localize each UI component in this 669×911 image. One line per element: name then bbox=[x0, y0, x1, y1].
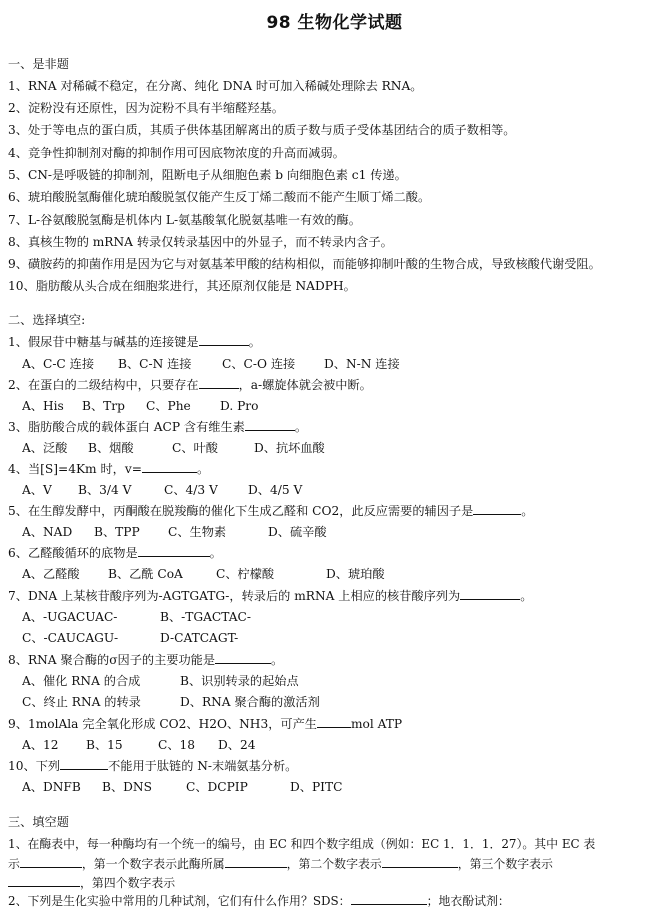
mc-question-2-end: ，a-螺旋体就会被中断。 bbox=[238, 378, 372, 392]
mc-question-9 bbox=[8, 716, 663, 732]
mc-options-7b bbox=[22, 630, 669, 646]
option-d: D、N-N 连接 bbox=[324, 357, 400, 371]
mc-options-9 bbox=[22, 737, 669, 753]
mc-question-5-stem: 5、在生醇发酵中，丙酮酸在脱羧酶的催化下生成乙醛和 CO2，此反应需要的辅因子是 bbox=[8, 504, 474, 518]
tf-question-5: 5、CN-是呼吸链的抑制剂，阻断电子从细胞色素 b 向细胞色素 c1 传递。 bbox=[8, 168, 407, 182]
option-c: C、18 bbox=[158, 738, 196, 752]
answer-blank bbox=[245, 419, 295, 431]
option-b: B、Trp bbox=[82, 399, 125, 413]
fill-text: ，第二个数字表示 bbox=[286, 857, 382, 871]
option-b: B、C-N 连接 bbox=[118, 357, 192, 371]
option-a: A、DNFB bbox=[22, 780, 81, 794]
mc-options-4 bbox=[22, 482, 669, 498]
mc-question-6-end: 。 bbox=[209, 546, 222, 560]
mc-question-3-stem: 3、脂肪酸合成的载体蛋白 ACP 含有维生素 bbox=[8, 420, 245, 434]
fill-text: 2、下列是生化实验中常用的几种试剂，它们有什么作用？SDS： bbox=[8, 894, 351, 908]
mc-question-9-end: mol ATP bbox=[350, 717, 403, 731]
fill-text: ，第一个数字表示此酶所属 bbox=[81, 857, 225, 871]
mc-question-4-stem: 4、当[S]=4Km 时，v= bbox=[8, 462, 142, 476]
mc-question-5 bbox=[8, 503, 663, 519]
option-d: D-CATCAGT- bbox=[160, 631, 239, 645]
mc-options-8b bbox=[22, 694, 669, 710]
mc-question-6-stem: 6、乙醛酸循环的底物是 bbox=[8, 546, 138, 560]
fill-question-1-line1: 1、在酶表中，每一种酶均有一个统一的编号，由 EC 和四个数字组成（例如：EC 1．1．1．27）。其中 EC 表 bbox=[8, 837, 596, 851]
answer-blank bbox=[142, 461, 197, 473]
option-b: B、3/4 V bbox=[78, 483, 132, 497]
option-c: C、Phe bbox=[146, 399, 191, 413]
mc-options-2 bbox=[22, 398, 669, 414]
tf-question-2: 2、淀粉没有还原性，因为淀粉不具有半缩醛羟基。 bbox=[8, 101, 284, 115]
tf-question-9: 9、磺胺药的抑菌作用是因为它与对氨基苯甲酸的结构相似，而能够抑制叶酸的生物合成，导致核酸代谢受阻。 bbox=[8, 257, 601, 271]
mc-question-9-stem: 9、1molAla 完全氧化形成 CO2、H2O、NH3，可产生 bbox=[8, 717, 317, 731]
mc-options-5 bbox=[22, 524, 669, 540]
option-c: C、-CAUCAGU- bbox=[22, 631, 119, 645]
mc-options-8a bbox=[22, 673, 669, 689]
answer-blank bbox=[8, 875, 80, 887]
tf-question-1: 1、RNA 对稀碱不稳定，在分离、纯化 DNA 时可加入稀碱处理除去 RNA。 bbox=[8, 79, 423, 93]
option-c: C、柠檬酸 bbox=[216, 567, 275, 581]
option-c: C、终止 RNA 的转录 bbox=[22, 695, 141, 709]
option-a: A、His bbox=[22, 399, 64, 413]
mc-question-1 bbox=[8, 334, 663, 350]
option-a: A、12 bbox=[22, 738, 59, 752]
option-a: A、NAD bbox=[22, 525, 73, 539]
mc-question-8-end: 。 bbox=[271, 653, 284, 667]
fill-text: ；地衣酚试剂： bbox=[426, 894, 510, 908]
option-a: A、V bbox=[22, 483, 52, 497]
mc-options-7a bbox=[22, 609, 669, 625]
option-a: A、C-C 连接 bbox=[22, 357, 95, 371]
mc-question-7 bbox=[8, 588, 663, 604]
mc-question-10-stem: 10、下列 bbox=[8, 759, 61, 773]
option-a: A、-UGACUAC- bbox=[22, 610, 118, 624]
mc-question-4-end: 。 bbox=[196, 462, 210, 476]
option-d: D、PITC bbox=[290, 780, 343, 794]
mc-options-10 bbox=[22, 779, 669, 795]
tf-question-4: 4、竞争性抑制剂对酶的抑制作用可因底物浓度的升高而减弱。 bbox=[8, 146, 345, 160]
fill-question-1-line3 bbox=[8, 875, 663, 891]
fill-text: ，第三个数字表示 bbox=[457, 857, 553, 871]
tf-question-10: 10、脂肪酸从头合成在细胞浆进行，其还原剂仅能是 NADPH。 bbox=[8, 279, 356, 293]
tf-question-7: 7、L-谷氨酸脱氢酶是机体内 L-氨基酸氧化脱氨基唯一有效的酶。 bbox=[8, 213, 361, 227]
mc-options-6 bbox=[22, 566, 669, 582]
mc-options-3 bbox=[22, 440, 669, 456]
answer-blank bbox=[199, 334, 249, 346]
mc-question-6 bbox=[8, 545, 663, 561]
mc-question-10-end: 不能用于肽链的 N-末端氨基分析。 bbox=[108, 759, 298, 773]
option-b: B、TPP bbox=[94, 525, 140, 539]
answer-blank bbox=[473, 503, 521, 515]
mc-question-2-stem: 2、在蛋白的二级结构中，只要存在 bbox=[8, 378, 199, 392]
option-a: A、泛酸 bbox=[22, 441, 68, 455]
answer-blank bbox=[215, 652, 271, 664]
option-b: B、识别转录的起始点 bbox=[180, 674, 299, 688]
answer-blank bbox=[138, 545, 210, 557]
mc-question-8-stem: 8、RNA 聚合酶的σ因子的主要功能是 bbox=[8, 653, 216, 667]
mc-question-3 bbox=[8, 419, 663, 435]
section-heading-multiple-choice: 二、选择填空: bbox=[8, 313, 86, 327]
answer-blank bbox=[20, 856, 82, 868]
answer-blank bbox=[60, 758, 108, 770]
option-c: C、DCPIP bbox=[186, 780, 248, 794]
option-a: A、催化 RNA 的合成 bbox=[22, 674, 141, 688]
tf-question-6: 6、琥珀酸脱氢酶催化琥珀酸脱氢仅能产生反丁烯二酸而不能产生顺丁烯二酸。 bbox=[8, 190, 431, 204]
option-b: B、DNS bbox=[102, 780, 152, 794]
option-d: D、硫辛酸 bbox=[268, 525, 327, 539]
option-d: D、琥珀酸 bbox=[326, 567, 385, 581]
option-d: D. Pro bbox=[220, 399, 259, 413]
mc-question-7-end: 。 bbox=[520, 589, 533, 603]
mc-question-5-end: 。 bbox=[521, 504, 534, 518]
option-c: C、C-O 连接 bbox=[222, 357, 296, 371]
answer-blank bbox=[460, 588, 520, 600]
tf-question-3: 3、处于等电点的蛋白质，其质子供体基团解离出的质子数与质子受体基团结合的质子数相等。 bbox=[8, 123, 516, 137]
answer-blank bbox=[199, 377, 239, 389]
option-d: D、4/5 V bbox=[248, 483, 303, 497]
mc-question-10 bbox=[8, 758, 663, 774]
answer-blank bbox=[317, 716, 351, 728]
option-a: A、乙醛酸 bbox=[22, 567, 80, 581]
option-d: D、RNA 聚合酶的激活剂 bbox=[180, 695, 320, 709]
fill-text: 示 bbox=[8, 857, 20, 871]
answer-blank bbox=[351, 893, 427, 905]
option-c: C、生物素 bbox=[168, 525, 227, 539]
mc-question-3-end: 。 bbox=[294, 420, 308, 434]
option-b: B、-TGACTAC- bbox=[160, 610, 251, 624]
mc-options-1 bbox=[22, 356, 669, 372]
option-d: D、抗坏血酸 bbox=[254, 441, 325, 455]
mc-question-8 bbox=[8, 652, 663, 668]
tf-question-8: 8、真核生物的 mRNA 转录仅转录基因中的外显子，而不转录内含子。 bbox=[8, 235, 393, 249]
fill-question-1-line2 bbox=[8, 856, 663, 872]
mc-question-4 bbox=[8, 461, 663, 477]
option-c: C、叶酸 bbox=[172, 441, 218, 455]
page-title: 98 生物化学试题 bbox=[266, 13, 403, 33]
section-heading-fill-in: 三、填空题 bbox=[8, 815, 69, 829]
answer-blank bbox=[225, 856, 287, 868]
option-b: B、15 bbox=[86, 738, 123, 752]
option-b: B、乙酰 CoA bbox=[108, 567, 183, 581]
answer-blank bbox=[382, 856, 458, 868]
mc-question-1-stem: 1、假尿苷中糖基与碱基的连接键是 bbox=[8, 335, 199, 349]
mc-question-7-stem: 7、DNA 上某核苷酸序列为-AGTGATG-，转录后的 mRNA 上相应的核苷酸序列为 bbox=[8, 589, 461, 603]
section-heading-true-false: 一、是非题 bbox=[8, 57, 69, 71]
option-c: C、4/3 V bbox=[164, 483, 218, 497]
option-b: B、烟酸 bbox=[88, 441, 134, 455]
mc-question-1-end: 。 bbox=[248, 335, 261, 349]
fill-question-2 bbox=[8, 893, 663, 909]
mc-question-2 bbox=[8, 377, 663, 393]
fill-text: ，第四个数字表示 bbox=[80, 876, 176, 890]
option-d: D、24 bbox=[218, 738, 256, 752]
